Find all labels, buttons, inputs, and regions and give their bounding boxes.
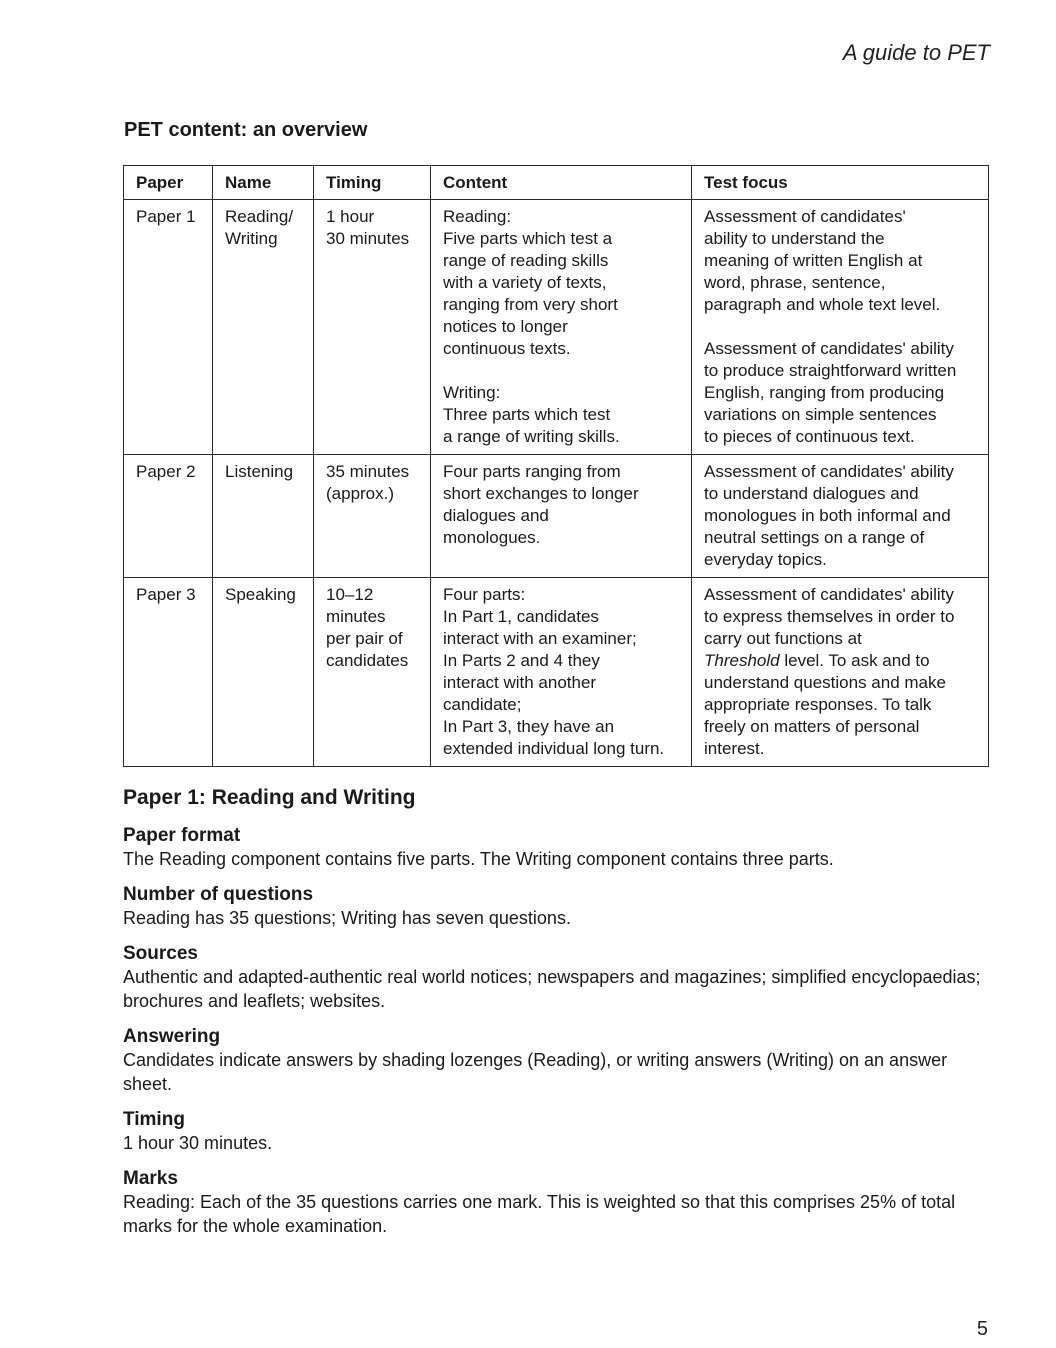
table-header-row <box>124 166 989 200</box>
table-row <box>124 455 989 578</box>
cell-paper: Paper 2 <box>124 455 213 578</box>
cell-name: Speaking <box>213 578 314 767</box>
subsection-timing <box>123 1108 993 1155</box>
subsection-body: Reading has 35 questions; Writing has seven questions. <box>123 908 571 928</box>
overview-table <box>123 165 989 767</box>
cell-content: Four parts: In Part 1, candidates interact with an examiner; In Parts 2 and 4 they interact with another candidate; In Part 3, they have an extended individual long turn. <box>431 578 692 767</box>
cell-paper: Paper 1 <box>124 200 213 455</box>
subsection-number-of-questions <box>123 883 993 930</box>
paper1-section <box>123 786 993 1250</box>
subsection-heading: Answering <box>123 1026 221 1047</box>
cell-paper: Paper 3 <box>124 578 213 767</box>
subsection-paper-format <box>123 824 993 871</box>
cell-timing: 35 minutes (approx.) <box>314 455 431 578</box>
subsection-body: Authentic and adapted-authentic real world notices; newspapers and magazines; simplified encyclopaedias; brochures and leaflets; websites. <box>123 967 981 1011</box>
cell-name: Reading/ Writing <box>213 200 314 455</box>
cell-test-focus: Assessment of candidates' ability to understand dialogues and monologues in both informal and neutral settings on a range of everyday topics. <box>692 455 989 578</box>
subsection-answering <box>123 1025 993 1096</box>
col-header-test-focus: Test focus <box>692 166 989 200</box>
subsection-heading: Paper format <box>123 825 241 846</box>
running-head: A guide to PET <box>842 40 990 65</box>
italic-term: Threshold <box>704 651 780 670</box>
subsection-body: Reading: Each of the 35 questions carries one mark. This is weighted so that this comprises 25% of total marks for the whole examination. <box>123 1192 956 1236</box>
spacer <box>443 360 681 382</box>
table-row <box>124 200 989 455</box>
col-header-content: Content <box>431 166 692 200</box>
subsection-heading: Marks <box>123 1168 178 1189</box>
page-number: 5 <box>976 1318 988 1340</box>
subsection-sources <box>123 942 993 1013</box>
subsection-heading: Timing <box>123 1109 185 1130</box>
subsection-body: 1 hour 30 minutes. <box>123 1133 273 1153</box>
col-header-timing: Timing <box>314 166 431 200</box>
cell-content: Reading: Five parts which test a range of reading skills with a variety of texts, ranging from very short notices to longer continuous texts. Writing: Three parts which test a range of writing skills. <box>431 200 692 455</box>
subsection-heading: Sources <box>123 943 198 964</box>
subsection-body: Candidates indicate answers by shading lozenges (Reading), or writing answers (Writing) on an answer sheet. <box>123 1050 948 1094</box>
cell-test-focus: Assessment of candidates' ability to understand the meaning of written English at word, phrase, sentence, paragraph and whole text level. Assessment of candidates' ability to produce straightforward written English, ranging from producing variations on simple sentences to pieces of continuous text. <box>692 200 989 455</box>
spacer <box>704 316 978 338</box>
table-row <box>124 578 989 767</box>
subsection-heading: Number of questions <box>123 884 314 905</box>
subsection-marks <box>123 1167 993 1238</box>
col-header-name: Name <box>213 166 314 200</box>
paper1-title: Paper 1: Reading and Writing <box>123 786 416 809</box>
subsection-body: The Reading component contains five parts. The Writing component contains three parts. <box>123 849 834 869</box>
cell-test-focus: Assessment of candidates' ability to express themselves in order to carry out functions at Threshold level. To ask and to understand questions and make appropriate responses. To talk freely on matters of personal interest. <box>692 578 989 767</box>
cell-name: Listening <box>213 455 314 578</box>
cell-timing: 10–12 minutes per pair of candidates <box>314 578 431 767</box>
overview-title: PET content: an overview <box>124 119 368 141</box>
col-header-paper: Paper <box>124 166 213 200</box>
cell-timing: 1 hour 30 minutes <box>314 200 431 455</box>
cell-content: Four parts ranging from short exchanges to longer dialogues and monologues. <box>431 455 692 578</box>
